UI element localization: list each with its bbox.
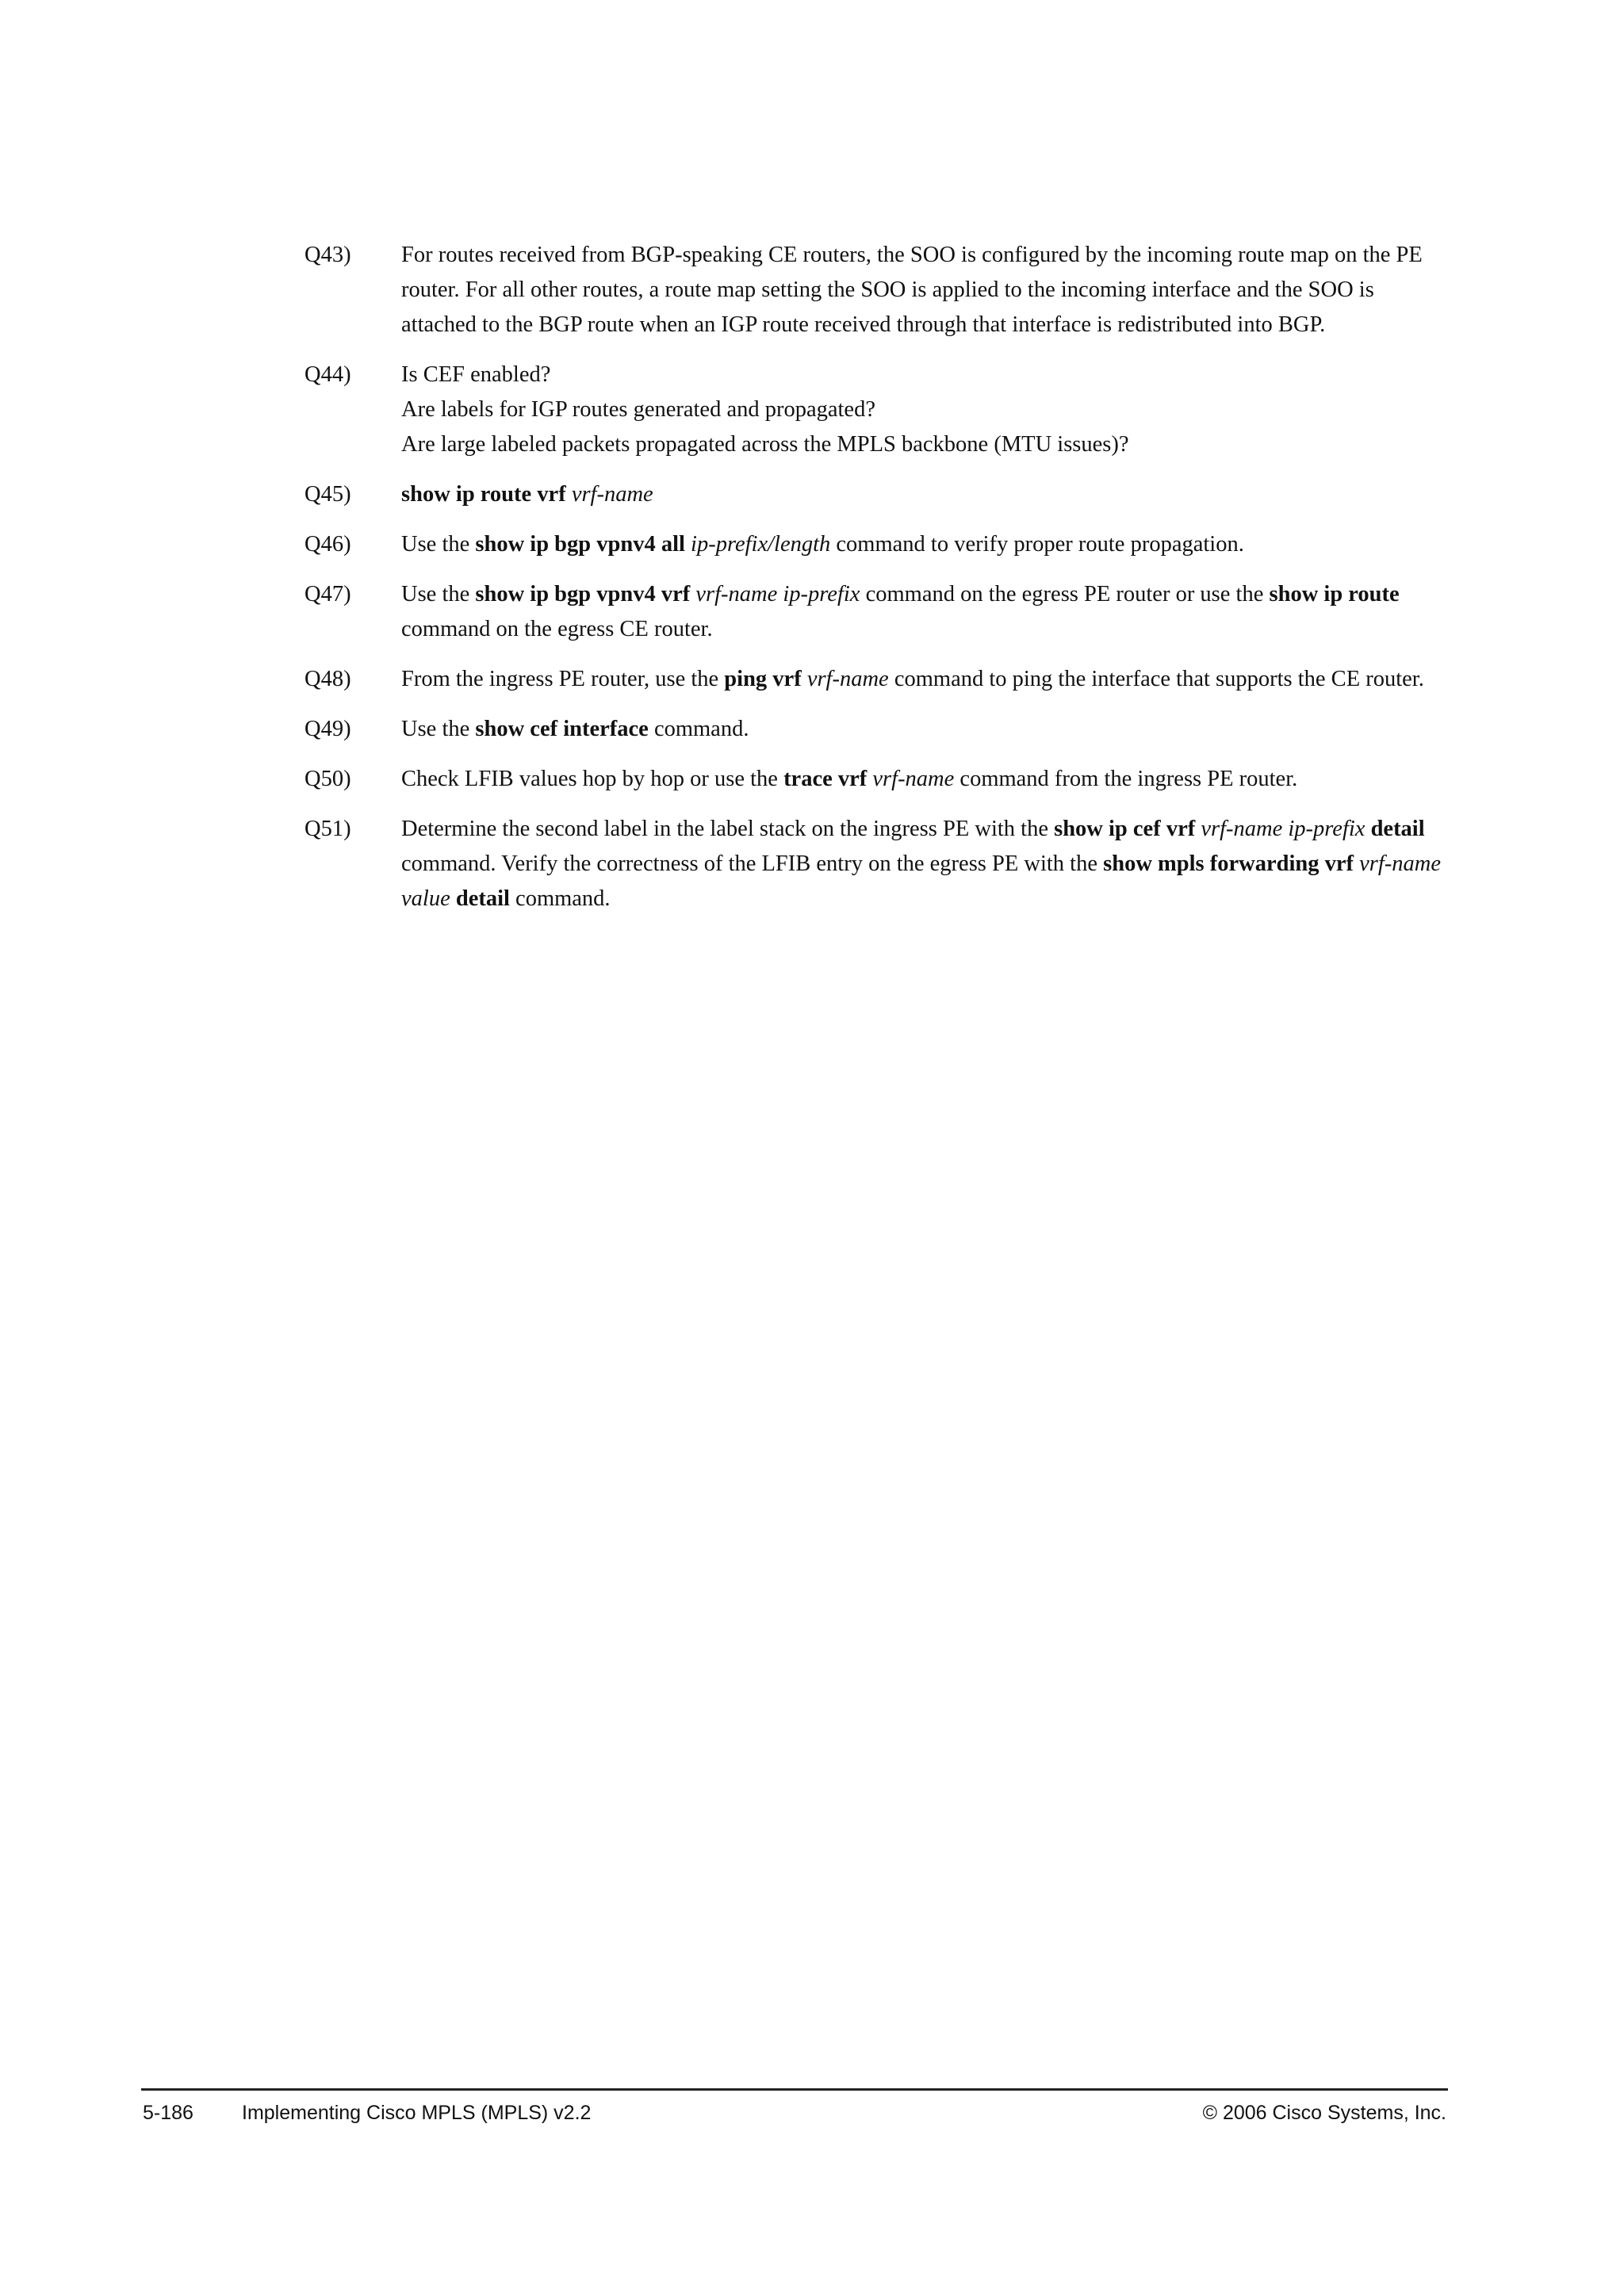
answer-number: Q45)	[304, 482, 351, 507]
answer-text-segment: For routes received from BGP-speaking CE routers, the SOO is configured by the incoming route map on the PE router. For all other routes, a route map setting the SOO is applied to the incoming interface and the SOO is attached to the BGP route when an IGP route received through that interface is redistributed into BGP.	[401, 243, 1423, 337]
answer-line: Are labels for IGP routes generated and propagated?	[401, 397, 875, 422]
answer-text	[401, 527, 1446, 562]
answer-text	[401, 762, 1446, 797]
command-keyword: show ip bgp vpnv4 vrf	[475, 582, 696, 607]
command-keyword: show ip cef vrf	[1054, 817, 1201, 841]
command-argument: vrf-name	[872, 767, 955, 791]
answer-text	[401, 662, 1446, 697]
answer-text-segment: command from the ingress PE router.	[954, 767, 1298, 791]
answer-text-segment: command to ping the interface that supports the CE router.	[888, 667, 1424, 691]
command-keyword: detail	[455, 886, 510, 911]
answer-text	[401, 238, 1446, 342]
command-argument: vrf-name	[571, 482, 653, 507]
answer-text-segment: Determine the second label in the label stack on the ingress PE with the	[401, 817, 1055, 841]
command-keyword: show cef interface	[475, 717, 649, 741]
footer-document-title: Implementing Cisco MPLS (MPLS) v2.2	[242, 2102, 592, 2124]
answer-text-segment: command on the egress CE router.	[401, 617, 713, 641]
footer-rule	[141, 2088, 1448, 2091]
answer-text-segment	[450, 886, 456, 911]
answer-number: Q43)	[304, 243, 351, 267]
answer-text	[401, 712, 1446, 747]
command-argument: vrf-name ip-prefix	[695, 582, 860, 607]
answer-line: Are large labeled packets propagated across the MPLS backbone (MTU issues)?	[401, 432, 1129, 457]
answer-text-segment: Use the	[401, 717, 476, 741]
command-argument: vrf-name ip-prefix	[1201, 817, 1365, 841]
answer-text	[401, 477, 1446, 512]
answer-line: Is CEF enabled?	[401, 362, 551, 387]
answer-number: Q50)	[304, 767, 351, 791]
answer-item	[304, 762, 1446, 797]
command-keyword: show ip route vrf	[401, 482, 572, 507]
command-keyword: show ip route	[1269, 582, 1400, 607]
answer-item	[304, 238, 1446, 342]
answer-number: Q51)	[304, 817, 351, 841]
command-argument: vrf-name	[806, 667, 889, 691]
answer-text-segment: command.	[509, 886, 611, 911]
command-keyword: trace vrf	[783, 767, 873, 791]
command-keyword: ping vrf	[724, 667, 807, 691]
answer-text-segment: command. Verify the correctness of the LFIB entry on the egress PE with the	[401, 851, 1104, 876]
command-keyword: show ip bgp vpnv4 all	[475, 532, 691, 557]
answer-item	[304, 712, 1446, 747]
answer-number: Q44)	[304, 362, 351, 387]
answer-text-segment	[1365, 817, 1370, 841]
answer-item	[304, 527, 1446, 562]
answer-text	[401, 812, 1446, 916]
answer-item	[304, 577, 1446, 647]
answer-item	[304, 477, 1446, 512]
answer-text-segment: Check LFIB values hop by hop or use the	[401, 767, 784, 791]
command-argument: vrf-name value	[401, 851, 1442, 911]
answer-item	[304, 812, 1446, 916]
command-argument: ip-prefix/length	[691, 532, 831, 557]
answer-list	[304, 238, 1446, 932]
answer-item	[304, 358, 1446, 462]
answer-number: Q48)	[304, 667, 351, 691]
footer-page-number: 5-186	[143, 2102, 193, 2124]
answer-number: Q49)	[304, 717, 351, 741]
footer-copyright: © 2006 Cisco Systems, Inc.	[1202, 2102, 1446, 2124]
answer-text-segment: Use the	[401, 532, 476, 557]
answer-text-segment: Use the	[401, 582, 476, 607]
answer-text-segment: command on the egress PE router or use the	[860, 582, 1270, 607]
answer-text	[401, 358, 1446, 462]
command-keyword: show mpls forwarding vrf	[1103, 851, 1360, 876]
answer-number: Q47)	[304, 582, 351, 607]
answer-text-segment: command to verify proper route propagation.	[830, 532, 1244, 557]
answer-item	[304, 662, 1446, 697]
answer-number: Q46)	[304, 532, 351, 557]
answer-text-segment: From the ingress PE router, use the	[401, 667, 725, 691]
answer-text-segment: command.	[648, 717, 749, 741]
answer-text	[401, 577, 1446, 647]
command-keyword: detail	[1370, 817, 1425, 841]
